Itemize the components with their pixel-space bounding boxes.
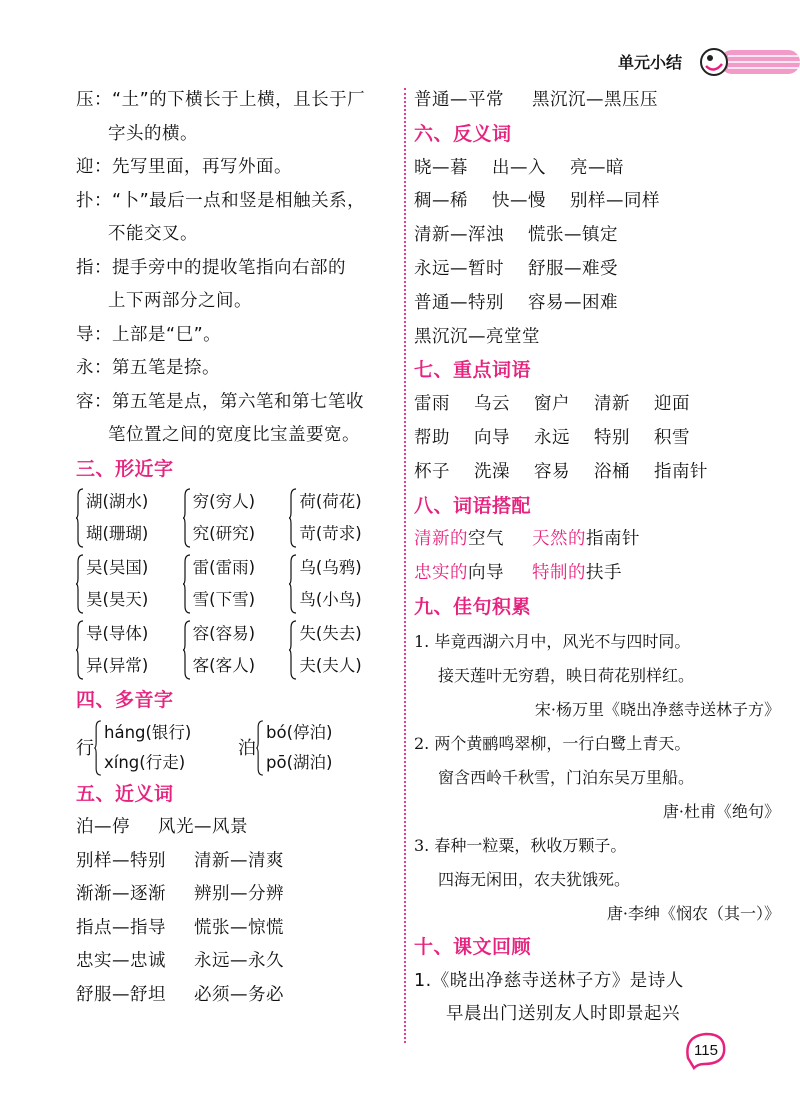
- duoyin-char: 行: [76, 737, 94, 759]
- dapei-row: 忠实的向导 特制的扶手: [414, 563, 622, 584]
- section-title-huigu: 十、课文回顾: [414, 935, 532, 958]
- section-title-dapei: 八、词语搭配: [414, 494, 532, 517]
- xingjin-row: [76, 486, 396, 550]
- jinyi-row: 忠实—忠诚 永远—永久: [76, 951, 284, 971]
- section-title-xingjin: 三、形近字: [76, 457, 174, 480]
- fanyi-row: 普通—特别 容易—困难: [414, 292, 618, 313]
- zhongdian-row: 帮助 向导 永远 特别 积雪: [414, 427, 690, 448]
- header-decoration: [698, 44, 800, 80]
- jinyi-row: 泊—停 风光—风景: [76, 817, 248, 837]
- duoyin-readings: háng(银行) xíng(行走): [104, 722, 192, 772]
- fanyi-row: 晓—暮 出—入 亮—暗: [414, 157, 624, 178]
- poem-line: 四海无闲田，农夫犹饿死。: [438, 869, 631, 889]
- fanyi-row: 永远—暂时 舒服—难受: [414, 258, 618, 279]
- fanyi-row: 稠—稀 快—慢 别样—同样: [414, 191, 660, 212]
- rule-line: 容：第五笔是点，第六笔和第七笔收: [76, 391, 364, 412]
- jinyi-row: 别样—特别 清新—清爽: [76, 850, 284, 871]
- xingjin-row: [76, 618, 396, 682]
- rule-line-cont: 笔位置之间的宽度比宝盖要宽。: [108, 425, 360, 445]
- section-title-fanyi: 六、反义词: [414, 122, 512, 145]
- section-title-duoyin: 四、多音字: [76, 689, 174, 711]
- rule-line: 迎：先写里面，再写外面。: [76, 157, 292, 177]
- xingjin-pair: 雷(雷雨) 雪(下雪): [183, 552, 290, 616]
- poem-line: 3. 春种一粒粟，秋收万颗子。: [414, 835, 627, 855]
- xingjin-pair: 失(失去) 夫(夫人): [289, 618, 396, 682]
- xingjin-pair: 荷(荷花) 苛(苛求): [289, 486, 396, 550]
- rule-line-cont: 不能交叉。: [108, 224, 198, 244]
- rule-line: 扑：“卜”最后一点和竖是相触关系，: [76, 190, 366, 211]
- xingjin-pair: 容(容易) 客(客人): [183, 618, 290, 682]
- recall-line: 1.《晓出净慈寺送林子方》是诗人: [414, 970, 684, 991]
- poem-line: 1. 毕竟西湖六月中，风光不与四时同。: [414, 631, 691, 651]
- section-title-zhongdian: 七、重点词语: [414, 359, 532, 382]
- rule-line: 导：上部是“巳”。: [76, 324, 222, 345]
- xingjin-pair: 乌(乌鸦) 鸟(小鸟): [289, 552, 396, 616]
- jinyi-row: 渐渐—逐渐 辨别—分辨: [76, 884, 284, 904]
- page-number: 115: [694, 1042, 718, 1059]
- xingjin-pair: 吴(吴国) 昊(昊天): [76, 552, 183, 616]
- xingjin-pair: 穷(穷人) 究(研究): [183, 486, 290, 550]
- rule-line-cont: 上下两部分之间。: [108, 291, 252, 311]
- zhongdian-row: 雷雨 乌云 窗户 清新 迎面: [414, 394, 690, 415]
- poem-source: 唐·李绅《悯农（其一）》: [606, 903, 780, 923]
- zhongdian-row: 杯子 洗澡 容易 浴桶 指南针: [414, 461, 708, 482]
- duoyin-readings: bó(停泊) pō(湖泊): [266, 722, 333, 772]
- dapei-row: 清新的空气 天然的指南针: [414, 529, 640, 550]
- xingjin-pair: 湖(湖水) 瑚(珊瑚): [76, 486, 183, 550]
- rule-line-cont: 字头的横。: [108, 123, 198, 144]
- right-column: [414, 84, 794, 1032]
- recall-line: 早晨出门送别友人时即景起兴: [446, 1004, 680, 1025]
- jinyi-row: 普通—平常 黑沉沉—黑压压: [414, 90, 658, 110]
- poem-line: 窗含西岭千秋雪，门泊东吴万里船。: [438, 767, 695, 787]
- jinyi-row: 舒服—舒坦 必须—务必: [76, 984, 284, 1005]
- poem-source: 宋·杨万里《晓出净慈寺送林子方》: [534, 699, 780, 719]
- poem-source: 唐·杜甫《绝句》: [662, 801, 780, 821]
- duoyin-block: [76, 718, 396, 778]
- poem-line: 接天莲叶无穷碧，映日荷花别样红。: [438, 665, 695, 685]
- rule-line: 压：“土”的下横长于上横，且长于厂: [76, 90, 366, 110]
- column-divider: [404, 88, 406, 1043]
- header-label: 单元小结: [618, 53, 683, 72]
- xingjin-pair: 导(导体) 异(异常): [76, 618, 183, 682]
- poem-line: 2. 两个黄鹂鸣翠柳，一行白鹭上青天。: [414, 733, 691, 753]
- left-column: [76, 84, 396, 1012]
- fanyi-row: 黑沉沉—亮堂堂: [414, 326, 540, 347]
- duoyin-char: 泊: [238, 737, 256, 759]
- xingjin-grid: [76, 486, 396, 682]
- jinyi-row: 指点—指导 慌张—惊慌: [76, 917, 284, 938]
- rule-line: 永：第五笔是捺。: [76, 358, 220, 378]
- xingjin-row: [76, 552, 396, 616]
- section-title-jinyi: 五、近义词: [76, 782, 174, 805]
- rule-line: 指：提手旁中的提收笔指向右部的: [76, 257, 346, 278]
- page-number-badge: [682, 1028, 728, 1070]
- section-title-jiaju: 九、佳句积累: [414, 595, 532, 618]
- fanyi-row: 清新—浑浊 慌张—镇定: [414, 225, 618, 246]
